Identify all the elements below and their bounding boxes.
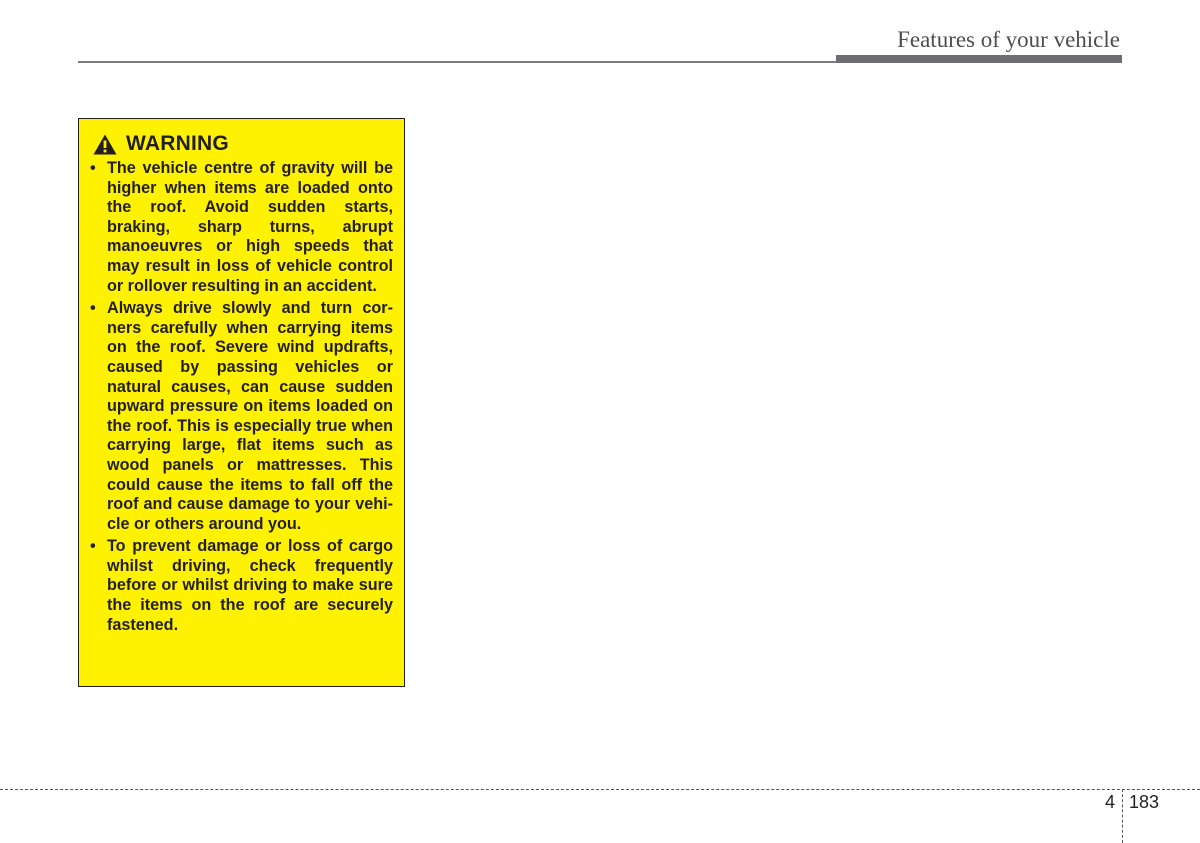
warning-box xyxy=(78,118,405,687)
bullet: • xyxy=(90,159,96,177)
warning-heading xyxy=(93,131,393,157)
warning-title: WARNING xyxy=(126,132,229,155)
footer-divider xyxy=(1122,789,1123,843)
footer-rule xyxy=(0,789,1200,790)
page-number: 183 xyxy=(1129,792,1160,812)
chapter-number: 4 xyxy=(1105,792,1116,812)
warning-item-text: To prevent damage or loss of cargo whilst driving, check frequently before or whilst driving to make sure the items on the roof are securely fastened. xyxy=(107,537,393,634)
bullet: • xyxy=(90,299,96,318)
warning-item-text: Always drive slowly and turn corners carefully when carrying items on the roof. Severe wind updrafts, caused by passing vehicles or natural causes, can cause sudden upward pressure on items loaded on the roof. This is especially true when carrying large, flat items such as wood panels or mattresses. This could cause the items to fall off the roof and cause damage to your vehicle or others around you. xyxy=(107,299,393,533)
warning-list xyxy=(90,159,393,635)
warning-item xyxy=(90,159,393,296)
header-rule-accent xyxy=(836,55,1122,63)
warning-triangle-icon xyxy=(93,134,117,155)
bullet: • xyxy=(90,537,96,556)
warning-item xyxy=(90,299,393,534)
running-header-title: Features of your vehicle xyxy=(897,27,1120,52)
warning-item xyxy=(90,537,393,635)
warning-item-text: The vehicle centre of gravity will be higher when items are loaded onto the roof. Avoid sudden starts, braking, sharp turns, abrupt manoeuvres or high speeds that may result in loss of vehicle control or rollover resulting in an accident. xyxy=(107,159,393,295)
